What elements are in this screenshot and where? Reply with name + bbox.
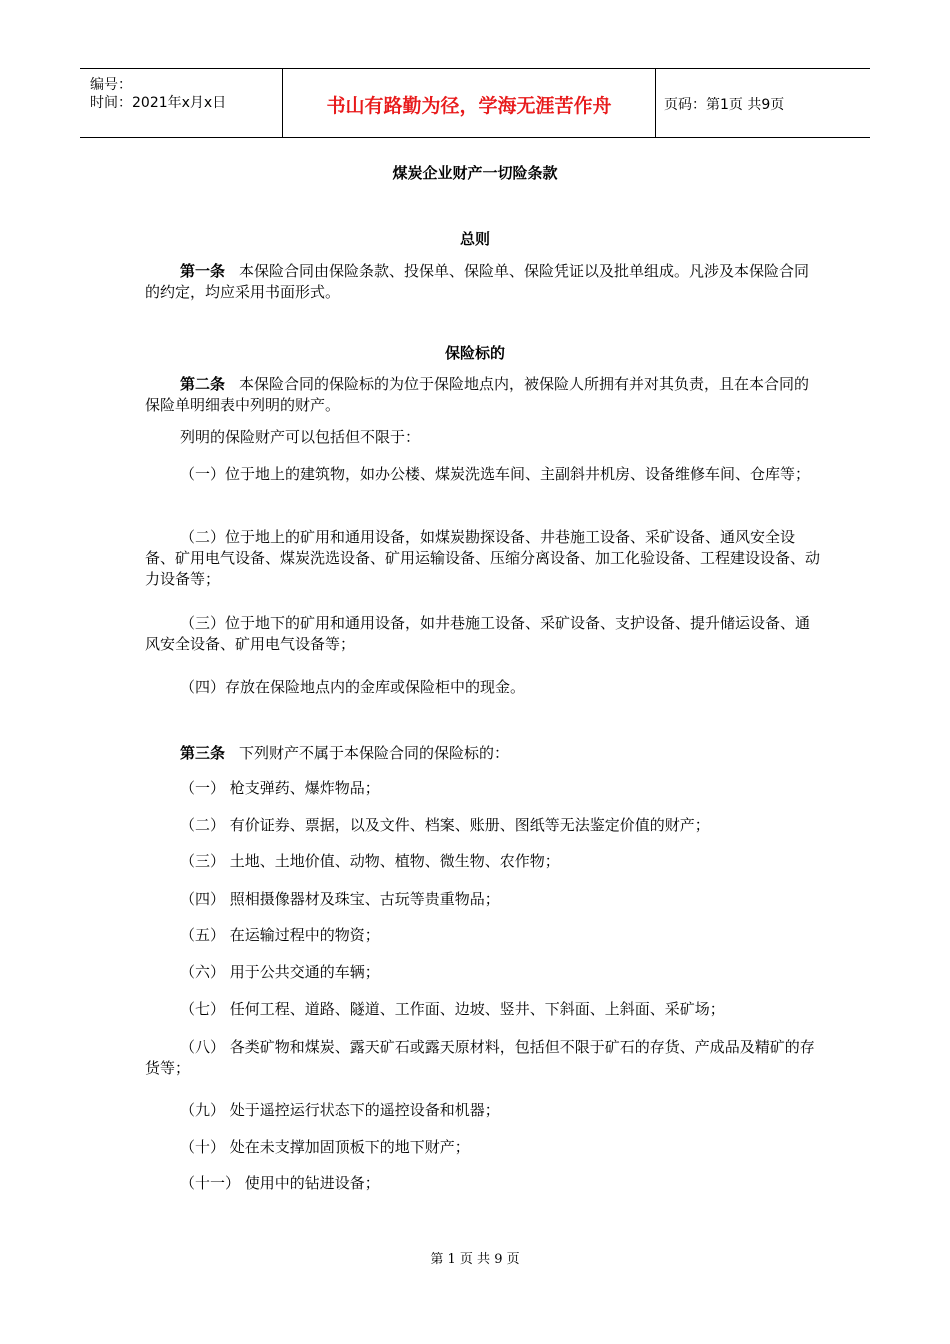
article-3-item: （一） 枪支弹药、爆炸物品； — [180, 779, 380, 797]
article-1 — [145, 261, 820, 303]
article-2-label: 第二条 — [180, 375, 226, 393]
article-1-label: 第一条 — [180, 262, 226, 280]
article-2-item: （四）存放在保险地点内的金库或保险柜中的现金。 — [180, 678, 526, 696]
page-footer: 第 1 页 共 9 页 — [430, 1252, 520, 1267]
article-3-item: （二） 有价证券、票据，以及文件、档案、账册、图纸等无法鉴定价值的财产； — [180, 816, 710, 834]
article-2-item: （二）位于地上的矿用和通用设备，如煤炭勘探设备、井巷施工设备、采矿设备、通风安全设备、矿用电气设备、煤炭洗选设备、矿用运输设备、压缩分离设备、加工化验设备、工程建设设备、动力设备等； — [145, 528, 821, 588]
article-1-text: 本保险合同由保险条款、投保单、保险单、保险凭证以及批单组成。凡涉及本保险合同的约定，均应采用书面形式。 — [145, 262, 810, 301]
article-3-item: （四） 照相摄像器材及珠宝、古玩等贵重物品； — [180, 890, 500, 908]
section-heading-general: 总则 — [459, 230, 490, 248]
article-3-label: 第三条 — [180, 744, 226, 762]
article-3 — [145, 743, 820, 764]
header-page-label: 页码：第1页 共9页 — [664, 97, 785, 113]
article-2-list-intro: 列明的保险财产可以包括但不限于： — [180, 428, 421, 446]
article-2-item: （三）位于地下的矿用和通用设备，如井巷施工设备、采矿设备、支护设备、提升储运设备、通风安全设备、矿用电气设备等； — [145, 614, 811, 653]
article-3-item: （三） 土地、土地价值、动物、植物、微生物、农作物； — [180, 852, 560, 870]
article-2 — [145, 374, 820, 416]
article-3-item: （五） 在运输过程中的物资； — [180, 926, 380, 944]
article-3-item: （八） 各类矿物和煤炭、露天矿石或露天原材料，包括但不限于矿石的存货、产成品及精矿的存货等； — [145, 1038, 815, 1077]
article-3-item: （七） 任何工程、道路、隧道、工作面、边坡、竖井、下斜面、上斜面、采矿场； — [180, 1000, 725, 1018]
article-3-text: 下列财产不属于本保险合同的保险标的： — [239, 744, 510, 762]
header-info-cell — [80, 69, 282, 137]
motto-text: 书山有路勤为径，学海无涯苦作舟 — [326, 95, 612, 117]
section-heading-subject: 保险标的 — [444, 344, 505, 362]
date-label: 时间：2021年x月x日 — [90, 95, 227, 111]
article-3-item: （十） 处在未支撑加固顶板下的地下财产； — [180, 1138, 470, 1156]
header-motto-cell — [282, 69, 656, 137]
article-3-item: （九） 处于遥控运行状态下的遥控设备和机器； — [180, 1101, 500, 1119]
number-label: 编号： — [90, 77, 132, 93]
article-3-item: （十一） 使用中的钻进设备； — [180, 1174, 380, 1192]
header-table — [80, 68, 870, 138]
document-title: 煤炭企业财产一切险条款 — [392, 164, 558, 182]
article-2-item: （一）位于地上的建筑物，如办公楼、煤炭洗选车间、主副斜井机房、设备维修车间、仓库等； — [180, 465, 811, 483]
article-2-text: 本保险合同的保险标的为位于保险地点内，被保险人所拥有并对其负责，且在本合同的保险单明细表中列明的财产。 — [145, 375, 810, 414]
article-3-item: （六） 用于公共交通的车辆； — [180, 963, 380, 981]
